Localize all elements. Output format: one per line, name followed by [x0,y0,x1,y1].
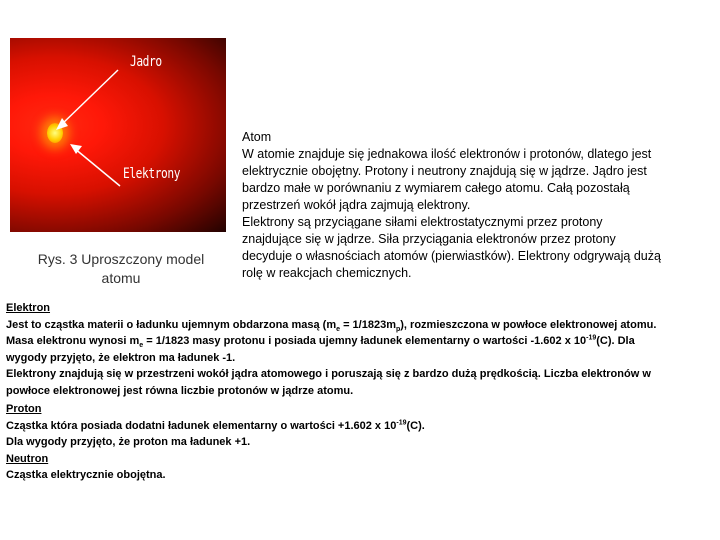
proton-heading: Proton [6,403,42,415]
nucleus-label: Jadro [130,54,162,70]
atom-line: bardzo małe w porównaniu z wymiarem całego atomu. Całą pozostałą [242,181,630,195]
electron-line: Elektrony znajdują się w przestrzeni wokół jądra atomowego i poruszają się z bardzo dużą prędkością. Liczba elektronów w [6,368,651,380]
proton-neutron-section [6,401,425,484]
electron-line: Jest to cząstka materii o ładunku ujemnym obdarzona masą $(m_e = 1/1823m_p)$, rozmieszczona w powłoce elektronowej atomu. [6,318,657,333]
atom-line: elektrycznie obojętny. Protony i neutrony znajdują się w jądrze. Jądro jest [242,164,647,178]
electrons-arrow-line [74,148,120,186]
electrons-label: Elektrony [123,166,181,182]
proton-line: Cząstka która posiada dodatni ładunek elementarny o wartości +1.602 x $10^{-19}(C)$. [6,418,425,432]
atom-figure [10,38,226,232]
atom-line: decyduje o własnościach atomów (pierwiastków). Elektrony odgrywają dużą [242,249,661,263]
atom-line: Elektrony są przyciągane siłami elektrostatycznymi przez protony [242,215,603,229]
electron-line: powłoce elektronowej jest równa liczbie protonów w jądrze atomu. [6,384,354,397]
proton-line: Dla wygody przyjęto, że proton ma ładunek +1. [6,436,251,448]
electron-heading: Elektron [6,302,51,314]
neutron-heading: Neutron [6,452,49,465]
atom-title: Atom [242,130,272,144]
electron-line: wygody przyjęto, że elektron ma ładunek -1. [6,351,236,364]
electron-section [6,300,656,399]
atom-line: przestrzeń wokół jądra zajmują elektrony. [242,198,471,212]
electron-line: Masa elektronu wynosi $m_e = 1/1823$ masy protonu i posiada ujemny ładunek elementarny o wartości -1.602 x $10^{-19}(C)$. Dla [6,334,635,350]
atom-paragraph [242,129,712,282]
nucleus-arrow-line [60,70,118,126]
atom-line: rolę w reakcjach chemicznych. [242,266,412,280]
figure-arrows [10,38,226,232]
neutron-line: Cząstka elektrycznie obojętna. [6,469,166,481]
atom-line: znajdujące się w jądrze. Siła przyciągania elektronów przez protony [242,232,616,246]
figure-caption: Rys. 3 Uproszczony model atomu [37,251,205,286]
atom-line: W atomie znajduje się jednakowa ilość elektronów i protonów, dlatego jest [242,147,652,161]
